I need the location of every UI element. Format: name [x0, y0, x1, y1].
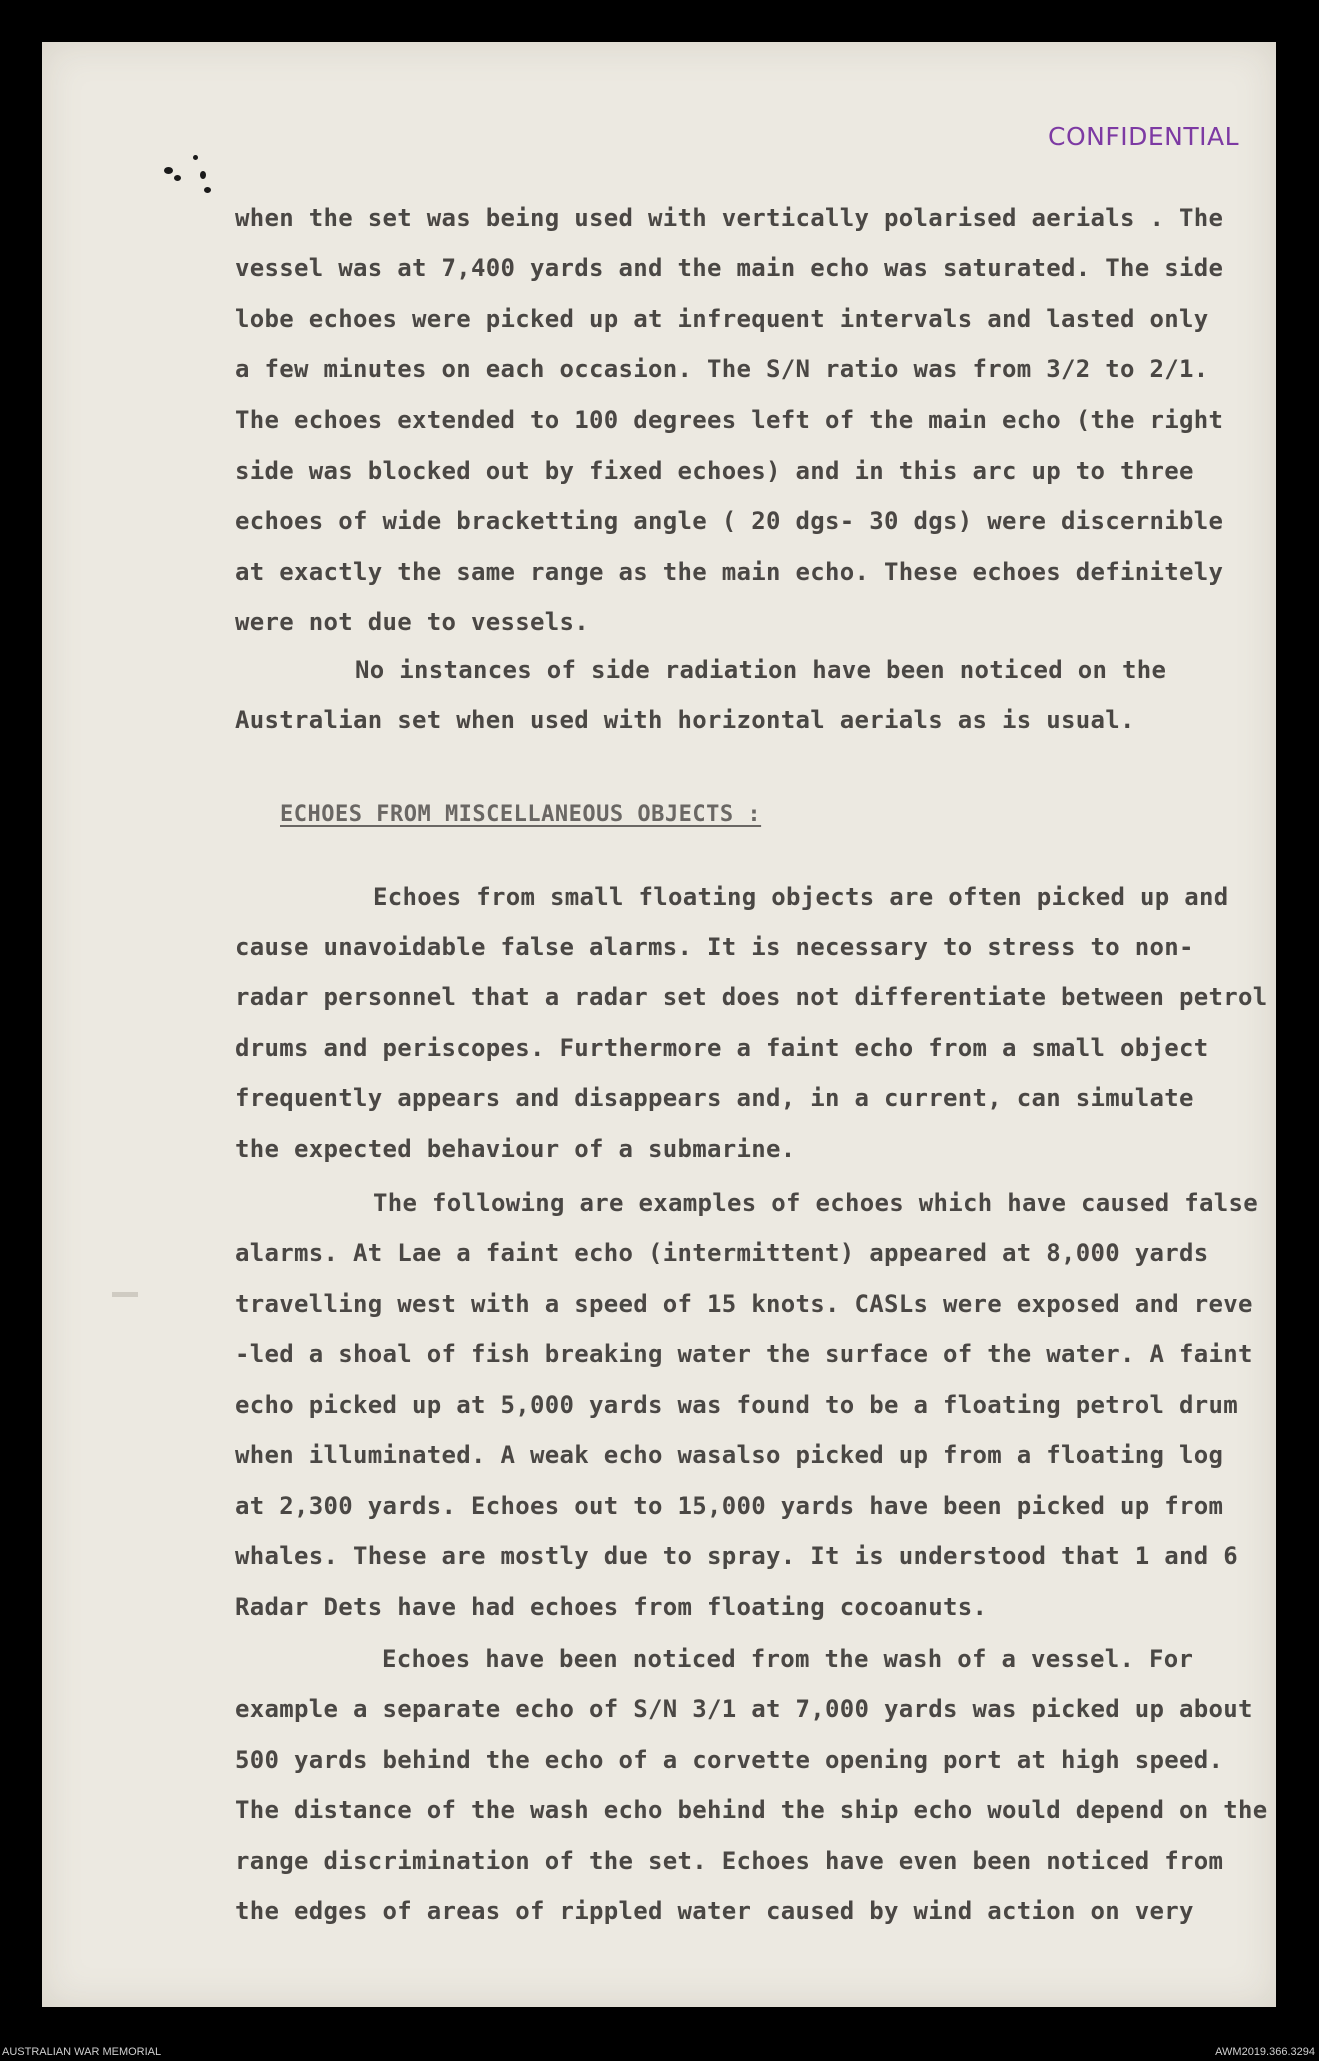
- text-line: whales. These are mostly due to spray. It is understood that 1 and 6: [235, 1542, 1238, 1570]
- text-line: The following are examples of echoes which have caused false: [373, 1189, 1258, 1217]
- text-line: the expected behaviour of a submarine.: [235, 1135, 796, 1163]
- text-line: drums and periscopes. Furthermore a faint echo from a small object: [235, 1034, 1209, 1062]
- text-line: example a separate echo of S/N 3/1 at 7,000 yards was picked up about: [235, 1695, 1253, 1723]
- text-line: at exactly the same range as the main echo. These echoes definitely: [235, 558, 1224, 586]
- text-line: Australian set when used with horizontal aerials as is usual.: [235, 706, 1135, 734]
- text-line: frequently appears and disappears and, in a current, can simulate: [235, 1084, 1194, 1112]
- section-heading: ECHOES FROM MISCELLANEOUS OBJECTS :: [280, 802, 762, 827]
- paper-mark: [112, 1292, 138, 1297]
- text-line: were not due to vessels.: [235, 608, 589, 636]
- text-line: The distance of the wash echo behind the ship echo would depend on the: [235, 1796, 1268, 1824]
- text-line: Radar Dets have had echoes from floating cocoanuts.: [235, 1593, 988, 1621]
- text-line: when illuminated. A weak echo wasalso picked up from a floating log: [235, 1441, 1224, 1469]
- punch-holes: [162, 137, 222, 197]
- text-line: when the set was being used with vertically polarised aerials . The: [235, 204, 1224, 232]
- text-line: -led a shoal of fish breaking water the surface of the water. A faint: [235, 1340, 1253, 1368]
- text-line: radar personnel that a radar set does not differentiate between petrol: [235, 983, 1268, 1011]
- text-line: the edges of areas of rippled water caused by wind action on very: [235, 1897, 1194, 1925]
- confidential-stamp: CONFIDENTIAL: [1048, 122, 1240, 151]
- text-line: lobe echoes were picked up at infrequent intervals and lasted only: [235, 305, 1209, 333]
- text-line: cause unavoidable false alarms. It is necessary to stress to non-: [235, 933, 1194, 961]
- text-line: 500 yards behind the echo of a corvette opening port at high speed.: [235, 1746, 1224, 1774]
- text-line: travelling west with a speed of 15 knots. CASLs were exposed and reve: [235, 1290, 1253, 1318]
- text-line: a few minutes on each occasion. The S/N ratio was from 3/2 to 2/1.: [235, 355, 1209, 383]
- text-line: range discrimination of the set. Echoes have even been noticed from: [235, 1847, 1224, 1875]
- text-line: echo picked up at 5,000 yards was found to be a floating petrol drum: [235, 1391, 1238, 1419]
- text-line: The echoes extended to 100 degrees left of the main echo (the right: [235, 406, 1224, 434]
- text-line: vessel was at 7,400 yards and the main echo was saturated. The side: [235, 254, 1224, 282]
- text-line: Echoes have been noticed from the wash of a vessel. For: [382, 1645, 1194, 1673]
- text-line: side was blocked out by fixed echoes) and in this arc up to three: [235, 457, 1194, 485]
- text-line: alarms. At Lae a faint echo (intermittent) appeared at 8,000 yards: [235, 1239, 1209, 1267]
- text-line: Echoes from small floating objects are often picked up and: [373, 883, 1229, 911]
- text-line: echoes of wide bracketting angle ( 20 dgs- 30 dgs) were discernible: [235, 507, 1224, 535]
- footer-id: AWM2019.366.3294: [1215, 2046, 1315, 2058]
- text-line: at 2,300 yards. Echoes out to 15,000 yards have been picked up from: [235, 1492, 1224, 1520]
- text-line: No instances of side radiation have been noticed on the: [355, 656, 1167, 684]
- footer-credit: AUSTRALIAN WAR MEMORIAL: [2, 2046, 162, 2058]
